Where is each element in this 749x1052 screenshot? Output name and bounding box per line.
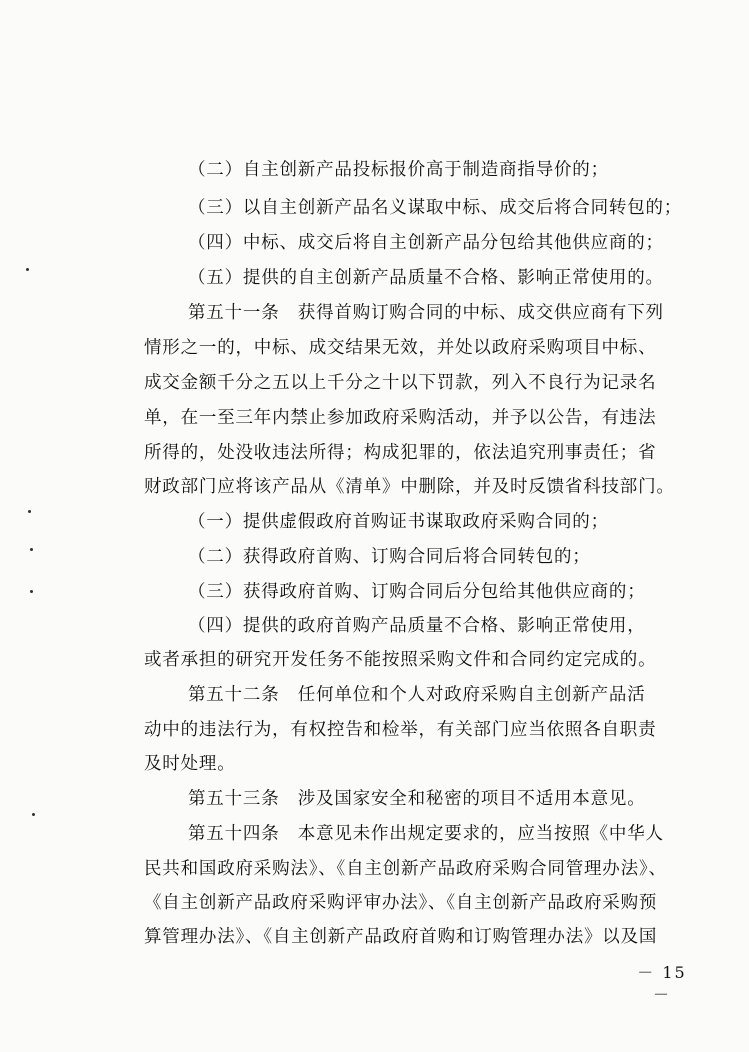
text-line: 民共和国政府采购法》、《自主创新产品政府采购合同管理办法》、 xyxy=(144,859,667,879)
text-line: 情形之一的，中标、成交结果无效，并处以政府采购项目中标、 xyxy=(144,338,657,358)
article-51-heading: 第五十一条 获得首购订购合同的中标、成交供应商有下列 xyxy=(188,303,664,323)
text-line: 所得的，处没收违法所得；构成犯罪的，依法追究刑事责任；省 xyxy=(144,443,657,463)
text-line: 动中的违法行为，有权控告和检举，有关部门应当依照各自职责 xyxy=(144,720,657,740)
text-line: 《自主创新产品政府采购评审办法》、《自主创新产品政府采购预 xyxy=(144,893,658,913)
text-line: 单，在一至三年内禁止参加政府采购活动，并予以公告，有违法 xyxy=(144,408,657,428)
scan-speck xyxy=(30,590,33,593)
article-52-heading: 第五十二条 任何单位和个人对政府采购自主创新产品活 xyxy=(188,685,646,705)
text-line: 或者承担的研究开发任务不能按照采购文件和合同约定完成的。 xyxy=(144,650,657,670)
scan-speck xyxy=(28,510,31,513)
text-line: （三）以自主创新产品名义谋取中标、成交后将合同转包的； xyxy=(188,198,683,218)
text-line: （四）中标、成交后将自主创新产品分包给其他供应商的； xyxy=(188,233,664,253)
text-line: 算管理办法》、《自主创新产品政府首购和订购管理办法》以及国 xyxy=(144,927,658,947)
scan-speck xyxy=(26,268,29,271)
article-53-heading: 第五十三条 涉及国家安全和秘密的项目不适用本意见。 xyxy=(188,789,646,809)
page-number: － 15 － xyxy=(637,963,687,1004)
text-line: （三）获得政府首购、订购合同后分包给其他供应商的； xyxy=(188,582,646,602)
scan-speck xyxy=(32,813,35,816)
text-line: （一）提供虚假政府首购证书谋取政府采购合同的； xyxy=(188,512,609,532)
text-line: （二）自主创新产品投标报价高于制造商指导价的； xyxy=(188,160,609,180)
scan-speck xyxy=(30,548,33,551)
text-line: （二）获得政府首购、订购合同后将合同转包的； xyxy=(188,547,591,567)
text-line: 及时处理。 xyxy=(144,754,236,774)
text-line: 财政部门应将该产品从《清单》中删除，并及时反馈省科技部门。 xyxy=(144,477,675,497)
article-54-heading: 第五十四条 本意见未作出规定要求的，应当按照《中华人 xyxy=(188,824,664,844)
text-line: （四）提供的政府首购产品质量不合格、影响正常使用， xyxy=(188,616,646,636)
text-line: 成交金额千分之五以上千分之十以下罚款，列入不良行为记录名 xyxy=(144,373,657,393)
text-line: （五）提供的自主创新产品质量不合格、影响正常使用的。 xyxy=(188,268,664,288)
